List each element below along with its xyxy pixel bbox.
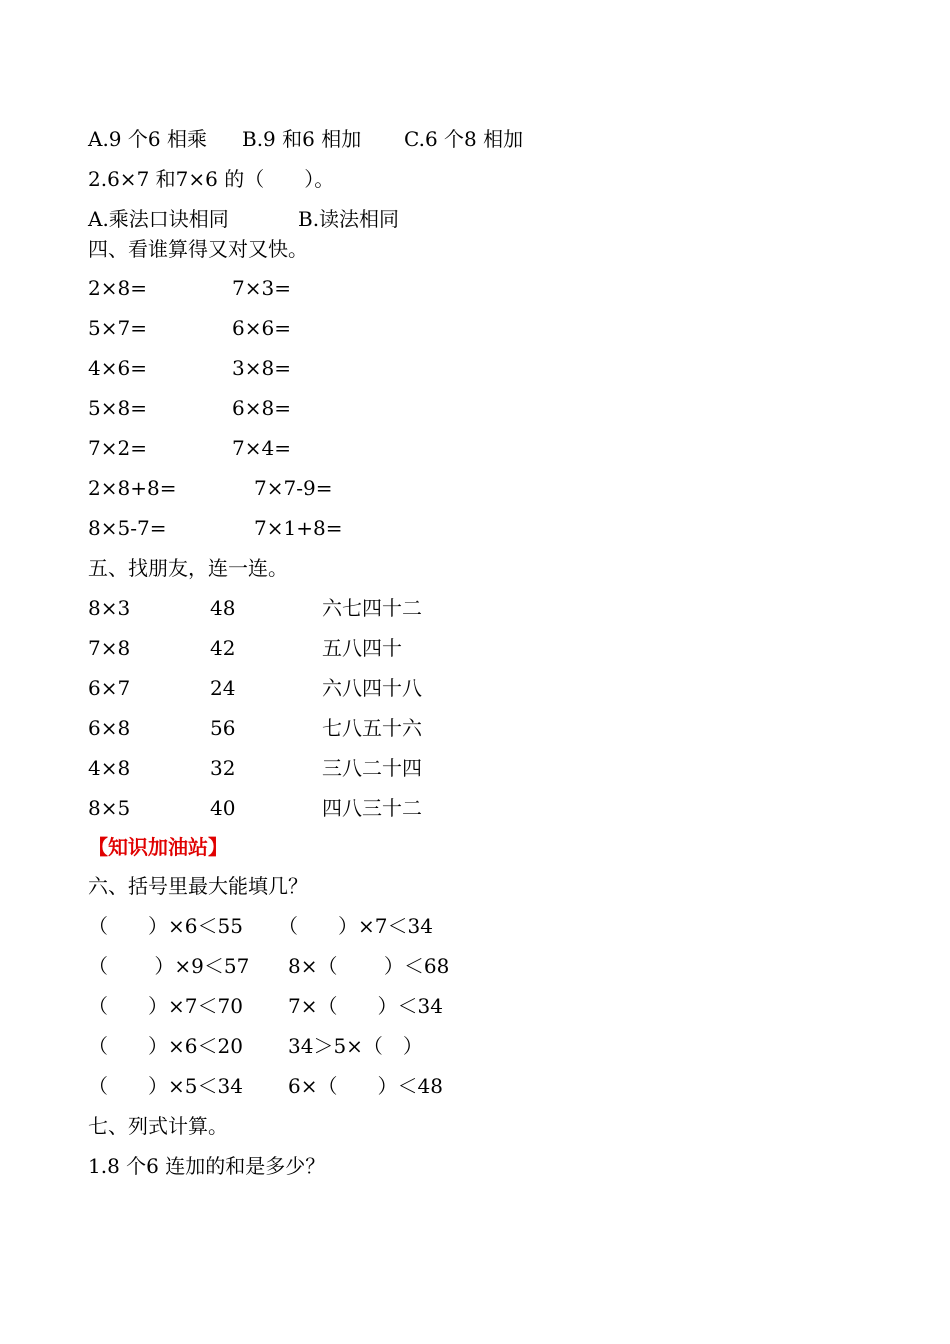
q5-rhyme: 五八四十 bbox=[322, 636, 402, 660]
q5-product: 32 bbox=[210, 756, 236, 780]
q4-item: 7×2= bbox=[88, 436, 147, 460]
q6-item: 6×（ ）＜48 bbox=[288, 1074, 443, 1098]
q5-product: 56 bbox=[210, 716, 236, 740]
q6-title: 六、括号里最大能填几？ bbox=[88, 874, 308, 898]
q7-subquestion-1: 1.8 个6 连加的和是多少？ bbox=[88, 1154, 326, 1178]
q6-item: 8×（ ）＜68 bbox=[288, 954, 450, 978]
q4-item: 7×7-9= bbox=[254, 476, 333, 500]
q4-item: 6×6= bbox=[232, 316, 291, 340]
q4-item: 7×4= bbox=[232, 436, 291, 460]
q5-expression: 4×8 bbox=[88, 756, 131, 780]
q4-item: 7×1+8= bbox=[254, 516, 343, 540]
q4-item: 7×3= bbox=[232, 276, 291, 300]
q5-product: 48 bbox=[210, 596, 236, 620]
q6-item: （ ）×7＜70 bbox=[88, 994, 243, 1018]
q4-item: 5×7= bbox=[88, 316, 147, 340]
q3-2-option-b: B.读法相同 bbox=[298, 207, 400, 231]
q5-rhyme: 七八五十六 bbox=[322, 716, 422, 740]
q6-item: （ ）×6＜55 bbox=[88, 914, 243, 938]
q4-title: 四、看谁算得又对又快。 bbox=[88, 237, 308, 261]
q4-item: 2×8= bbox=[88, 276, 147, 300]
q4-item: 2×8+8= bbox=[88, 476, 177, 500]
q5-rhyme: 四八三十二 bbox=[322, 796, 422, 820]
q3-option-a: A.9 个6 相乘 bbox=[88, 127, 207, 151]
q5-expression: 6×8 bbox=[88, 716, 131, 740]
q3-subquestion-2: 2.6×7 和7×6 的（ ）。 bbox=[88, 167, 335, 191]
q5-rhyme: 六七四十二 bbox=[322, 596, 422, 620]
q3-option-b: B.9 和6 相加 bbox=[242, 127, 362, 151]
section-label-knowledge: 【知识加油站】 bbox=[88, 835, 228, 859]
q6-item: 34＞5×（ ） bbox=[288, 1034, 423, 1058]
q5-expression: 8×5 bbox=[88, 796, 131, 820]
q3-2-option-a: A.乘法口诀相同 bbox=[88, 207, 229, 231]
q5-product: 24 bbox=[210, 676, 236, 700]
q5-rhyme: 三八二十四 bbox=[322, 756, 422, 780]
q4-item: 3×8= bbox=[232, 356, 291, 380]
q6-item: 7×（ ）＜34 bbox=[288, 994, 443, 1018]
q4-item: 6×8= bbox=[232, 396, 291, 420]
q5-expression: 7×8 bbox=[88, 636, 131, 660]
q5-title: 五、找朋友，连一连。 bbox=[88, 556, 288, 580]
q3-option-c: C.6 个8 相加 bbox=[404, 127, 524, 151]
q5-rhyme: 六八四十八 bbox=[322, 676, 422, 700]
q5-product: 42 bbox=[210, 636, 236, 660]
q7-title: 七、列式计算。 bbox=[88, 1114, 228, 1138]
q4-item: 4×6= bbox=[88, 356, 147, 380]
q5-expression: 8×3 bbox=[88, 596, 131, 620]
q6-item: （ ）×9＜57 bbox=[88, 954, 250, 978]
q5-product: 40 bbox=[210, 796, 236, 820]
q4-item: 5×8= bbox=[88, 396, 147, 420]
q5-expression: 6×7 bbox=[88, 676, 131, 700]
q4-item: 8×5-7= bbox=[88, 516, 167, 540]
q6-item: （ ）×5＜34 bbox=[88, 1074, 243, 1098]
q6-item: （ ）×6＜20 bbox=[88, 1034, 243, 1058]
q6-item: （ ）×7＜34 bbox=[278, 914, 433, 938]
